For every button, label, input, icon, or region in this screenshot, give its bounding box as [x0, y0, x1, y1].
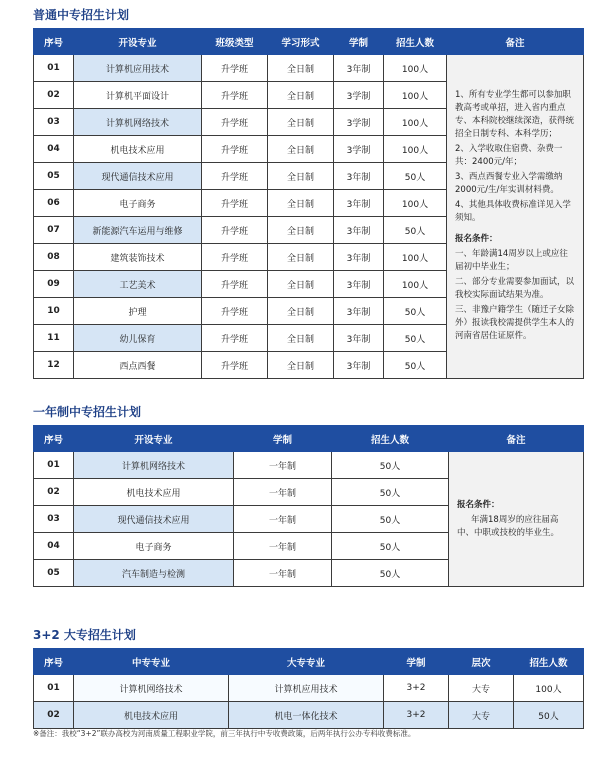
- table-cell: 50人: [332, 533, 449, 560]
- table-cell: 全日制: [268, 163, 334, 190]
- row-index: 02: [34, 702, 74, 729]
- three-plus-two-plan-table: [33, 648, 584, 729]
- table-cell: 升学班: [202, 325, 268, 352]
- section-title-one-year: 一年制中专招生计划: [33, 405, 142, 419]
- table-header-row: [34, 649, 584, 675]
- col-header: 层次: [449, 649, 514, 675]
- table-cell: 100人: [384, 244, 447, 271]
- table-cell: 3+2: [384, 675, 449, 702]
- footnote: ※备注：我校“3+2”联办高校为河南质量工程职业学院，前三年执行中专收费政策，后两年执行公办专科收费标准。: [33, 729, 416, 738]
- table-cell: 全日制: [268, 271, 334, 298]
- row-index: 04: [34, 533, 74, 560]
- one-year-plan-table: [33, 425, 584, 587]
- table-cell: 100人: [384, 190, 447, 217]
- table-cell: 3年制: [334, 55, 384, 82]
- table-cell: 100人: [384, 271, 447, 298]
- condition-item: 二、部分专业需要参加面试，以我校实际面试结果为准。: [455, 276, 575, 300]
- table-cell: 升学班: [202, 217, 268, 244]
- table-cell: 计算机平面设计: [74, 82, 202, 109]
- row-index: 10: [34, 298, 74, 325]
- row-index: 11: [34, 325, 74, 352]
- table-cell: 全日制: [268, 55, 334, 82]
- table-cell: 50人: [384, 298, 447, 325]
- table-cell: 50人: [384, 325, 447, 352]
- table-cell: 升学班: [202, 271, 268, 298]
- table-cell: 50人: [332, 479, 449, 506]
- table-cell: 机电一体化技术: [229, 702, 384, 729]
- col-header: 学制: [384, 649, 449, 675]
- table-cell: 50人: [384, 163, 447, 190]
- row-index: 01: [34, 55, 74, 82]
- table-row: [34, 452, 584, 479]
- table-cell: 3年制: [334, 244, 384, 271]
- table-cell: 3年制: [334, 163, 384, 190]
- table-cell: 100人: [384, 55, 447, 82]
- row-index: 05: [34, 163, 74, 190]
- table-cell: 3学制: [334, 136, 384, 163]
- row-index: 01: [34, 452, 74, 479]
- table-cell: 现代通信技术应用: [74, 163, 202, 190]
- table-cell: 100人: [384, 136, 447, 163]
- table-cell: 全日制: [268, 109, 334, 136]
- section-title-3plus2: 3+2 大专招生计划: [33, 628, 136, 642]
- remark-item: 3、西点西餐专业入学需缴纳2000元/生/年实训材料费。: [455, 171, 563, 195]
- row-index: 07: [34, 217, 74, 244]
- table-cell: 50人: [332, 560, 449, 587]
- table-cell: 西点西餐: [74, 352, 202, 379]
- remarks-cell: [447, 55, 584, 379]
- table-cell: 计算机网络技术: [74, 109, 202, 136]
- table-cell: 大专: [449, 675, 514, 702]
- table-cell: 升学班: [202, 244, 268, 271]
- conditions-title: 报名条件：: [457, 499, 500, 510]
- table-cell: 3年制: [334, 352, 384, 379]
- row-index: 09: [34, 271, 74, 298]
- table-cell: 50人: [514, 702, 584, 729]
- table-cell: 3学制: [334, 109, 384, 136]
- col-header: 序号: [34, 649, 74, 675]
- table-cell: 3年制: [334, 298, 384, 325]
- table-cell: 电子商务: [74, 533, 234, 560]
- table-cell: 100人: [384, 109, 447, 136]
- col-header: 备注: [447, 29, 584, 55]
- table-cell: 工艺美术: [74, 271, 202, 298]
- table-cell: 50人: [332, 452, 449, 479]
- condition-item: 三、非豫户籍学生（随迁子女除外）报读我校需提供学生本人的河南省居住证原件。: [455, 304, 575, 341]
- table-cell: 一年制: [234, 452, 332, 479]
- col-header: 大专专业: [229, 649, 384, 675]
- table-cell: 升学班: [202, 190, 268, 217]
- table-cell: 全日制: [268, 82, 334, 109]
- table-cell: 计算机网络技术: [74, 452, 234, 479]
- table-header-row: [34, 29, 584, 55]
- row-index: 02: [34, 82, 74, 109]
- regular-plan-table: [33, 28, 584, 379]
- table-cell: 3年制: [334, 217, 384, 244]
- remark-item: 1、所有专业学生都可以参加职教高考或单招，进入省内重点专、本科院校继续深造，获得统招全日制专科、本科学历；: [455, 89, 575, 139]
- col-header: 中专专业: [74, 649, 229, 675]
- row-index: 08: [34, 244, 74, 271]
- col-header: 备注: [449, 426, 584, 452]
- table-cell: 全日制: [268, 136, 334, 163]
- table-cell: 升学班: [202, 55, 268, 82]
- row-index: 05: [34, 560, 74, 587]
- table-cell: 全日制: [268, 298, 334, 325]
- table-cell: 幼儿保育: [74, 325, 202, 352]
- col-header: 班级类型: [202, 29, 268, 55]
- table-cell: 50人: [384, 217, 447, 244]
- table-cell: 汽车制造与检测: [74, 560, 234, 587]
- table-cell: 计算机网络技术: [74, 675, 229, 702]
- condition-text: 年满18周岁的应往届高中、中职或技校的毕业生。: [457, 514, 560, 538]
- row-index: 03: [34, 109, 74, 136]
- col-header: 开设专业: [74, 426, 234, 452]
- table-cell: 升学班: [202, 109, 268, 136]
- table-cell: 3学制: [334, 82, 384, 109]
- table-cell: 升学班: [202, 352, 268, 379]
- col-header: 学制: [234, 426, 332, 452]
- table-cell: 3年制: [334, 325, 384, 352]
- table-cell: 护理: [74, 298, 202, 325]
- row-index: 12: [34, 352, 74, 379]
- table-cell: 机电技术应用: [74, 136, 202, 163]
- row-index: 02: [34, 479, 74, 506]
- table-cell: 升学班: [202, 136, 268, 163]
- section-title-regular: 普通中专招生计划: [33, 8, 130, 22]
- table-cell: 50人: [332, 506, 449, 533]
- table-cell: 大专: [449, 702, 514, 729]
- table-cell: 100人: [514, 675, 584, 702]
- conditions-title: 报名条件：: [455, 233, 498, 244]
- table-cell: 全日制: [268, 325, 334, 352]
- row-index: 01: [34, 675, 74, 702]
- table-cell: 3年制: [334, 190, 384, 217]
- col-header: 序号: [34, 426, 74, 452]
- table-row: [34, 675, 584, 702]
- table-cell: 3+2: [384, 702, 449, 729]
- table-cell: 计算机应用技术: [229, 675, 384, 702]
- condition-item: 一、年龄满14周岁以上或应往届初中毕业生；: [455, 248, 568, 272]
- table-cell: 3年制: [334, 271, 384, 298]
- row-index: 04: [34, 136, 74, 163]
- table-cell: 50人: [384, 352, 447, 379]
- table-cell: 建筑装饰技术: [74, 244, 202, 271]
- table-cell: 升学班: [202, 163, 268, 190]
- table-cell: 全日制: [268, 190, 334, 217]
- row-index: 06: [34, 190, 74, 217]
- col-header: 序号: [34, 29, 74, 55]
- table-cell: 一年制: [234, 533, 332, 560]
- table-row: [34, 55, 584, 82]
- table-cell: 一年制: [234, 506, 332, 533]
- table-cell: 电子商务: [74, 190, 202, 217]
- table-cell: 升学班: [202, 82, 268, 109]
- table-cell: 新能源汽车运用与维修: [74, 217, 202, 244]
- table-cell: 全日制: [268, 352, 334, 379]
- col-header: 开设专业: [74, 29, 202, 55]
- remark-item: 2、入学收取住宿费、杂费一共：2400元/年；: [455, 143, 563, 167]
- table-cell: 现代通信技术应用: [74, 506, 234, 533]
- col-header: 招生人数: [514, 649, 584, 675]
- table-cell: 全日制: [268, 217, 334, 244]
- col-header: 学制: [334, 29, 384, 55]
- remarks-cell: [449, 452, 584, 587]
- col-header: 学习形式: [268, 29, 334, 55]
- table-cell: 机电技术应用: [74, 702, 229, 729]
- table-cell: 升学班: [202, 298, 268, 325]
- table-cell: 计算机应用技术: [74, 55, 202, 82]
- table-cell: 一年制: [234, 479, 332, 506]
- table-cell: 机电技术应用: [74, 479, 234, 506]
- table-cell: 100人: [384, 82, 447, 109]
- col-header: 招生人数: [332, 426, 449, 452]
- table-row: [34, 702, 584, 729]
- table-cell: 一年制: [234, 560, 332, 587]
- table-cell: 全日制: [268, 244, 334, 271]
- remarks: [455, 89, 575, 343]
- remark-item: 4、其他具体收费标准详见入学须知。: [455, 199, 571, 223]
- table-header-row: [34, 426, 584, 452]
- row-index: 03: [34, 506, 74, 533]
- col-header: 招生人数: [384, 29, 447, 55]
